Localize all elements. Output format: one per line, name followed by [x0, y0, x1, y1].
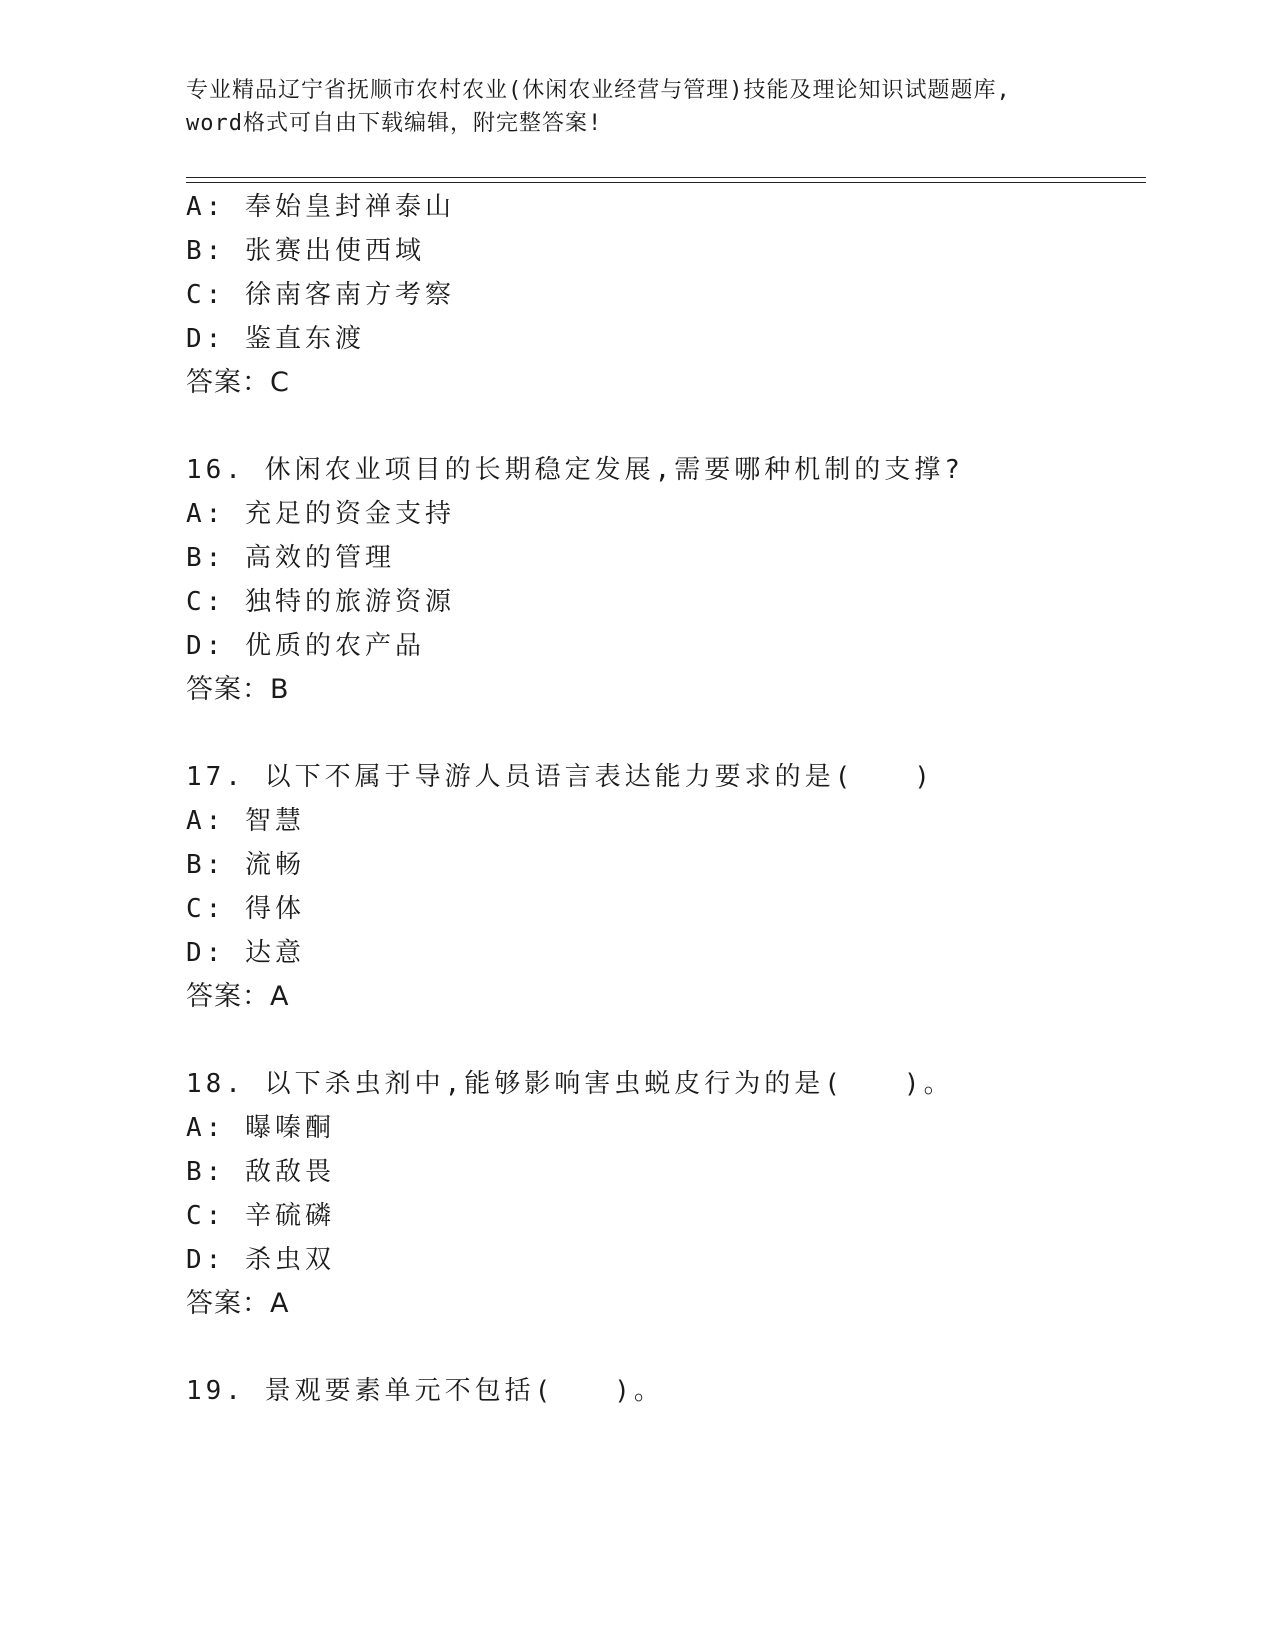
q16-option-c: C: 独特的旅游资源	[186, 587, 455, 617]
document-header	[186, 74, 1086, 140]
q18-option-c: C: 辛硫磷	[186, 1201, 335, 1231]
q16-option-b: B: 高效的管理	[186, 543, 395, 573]
q17-option-d: D: 达意	[186, 938, 305, 968]
header-divider-bottom	[186, 182, 1146, 183]
header-title-line-1: 专业精品辽宁省抚顺市农村农业(休闲农业经营与管理)技能及理论知识试题题库,	[186, 78, 1011, 103]
q15-answer: 答案：C	[186, 367, 290, 398]
header-divider-top	[186, 177, 1146, 178]
q15-option-a: A: 奉始皇封禅泰山	[186, 192, 455, 222]
q16-question: 16. 休闲农业项目的长期稳定发展,需要哪种机制的支撑?	[186, 455, 964, 485]
q16-option-d: D: 优质的农产品	[186, 631, 425, 661]
q17-option-c: C: 得体	[186, 894, 305, 924]
q15-option-d: D: 鉴直东渡	[186, 324, 365, 354]
q18-option-d: D: 杀虫双	[186, 1245, 335, 1275]
q17-option-a: A: 智慧	[186, 806, 305, 836]
q17-option-b: B: 流畅	[186, 850, 305, 880]
q18-answer: 答案：A	[186, 1288, 290, 1319]
q19-question: 19. 景观要素单元不包括( )。	[186, 1376, 664, 1406]
q17-question: 17. 以下不属于导游人员语言表达能力要求的是( )	[186, 762, 934, 792]
q18-option-a: A: 曝嗪酮	[186, 1113, 335, 1143]
q18-option-b: B: 敌敌畏	[186, 1157, 335, 1187]
header-title-line-2: word格式可自由下载编辑，附完整答案!	[186, 111, 603, 136]
q18-question: 18. 以下杀虫剂中,能够影响害虫蜕皮行为的是( )。	[186, 1069, 954, 1099]
q16-answer: 答案：B	[186, 674, 290, 705]
q15-option-b: B: 张赛出使西域	[186, 236, 425, 266]
q15-option-c: C: 徐南客南方考察	[186, 280, 455, 310]
q16-option-a: A: 充足的资金支持	[186, 499, 455, 529]
q17-answer: 答案：A	[186, 981, 290, 1012]
